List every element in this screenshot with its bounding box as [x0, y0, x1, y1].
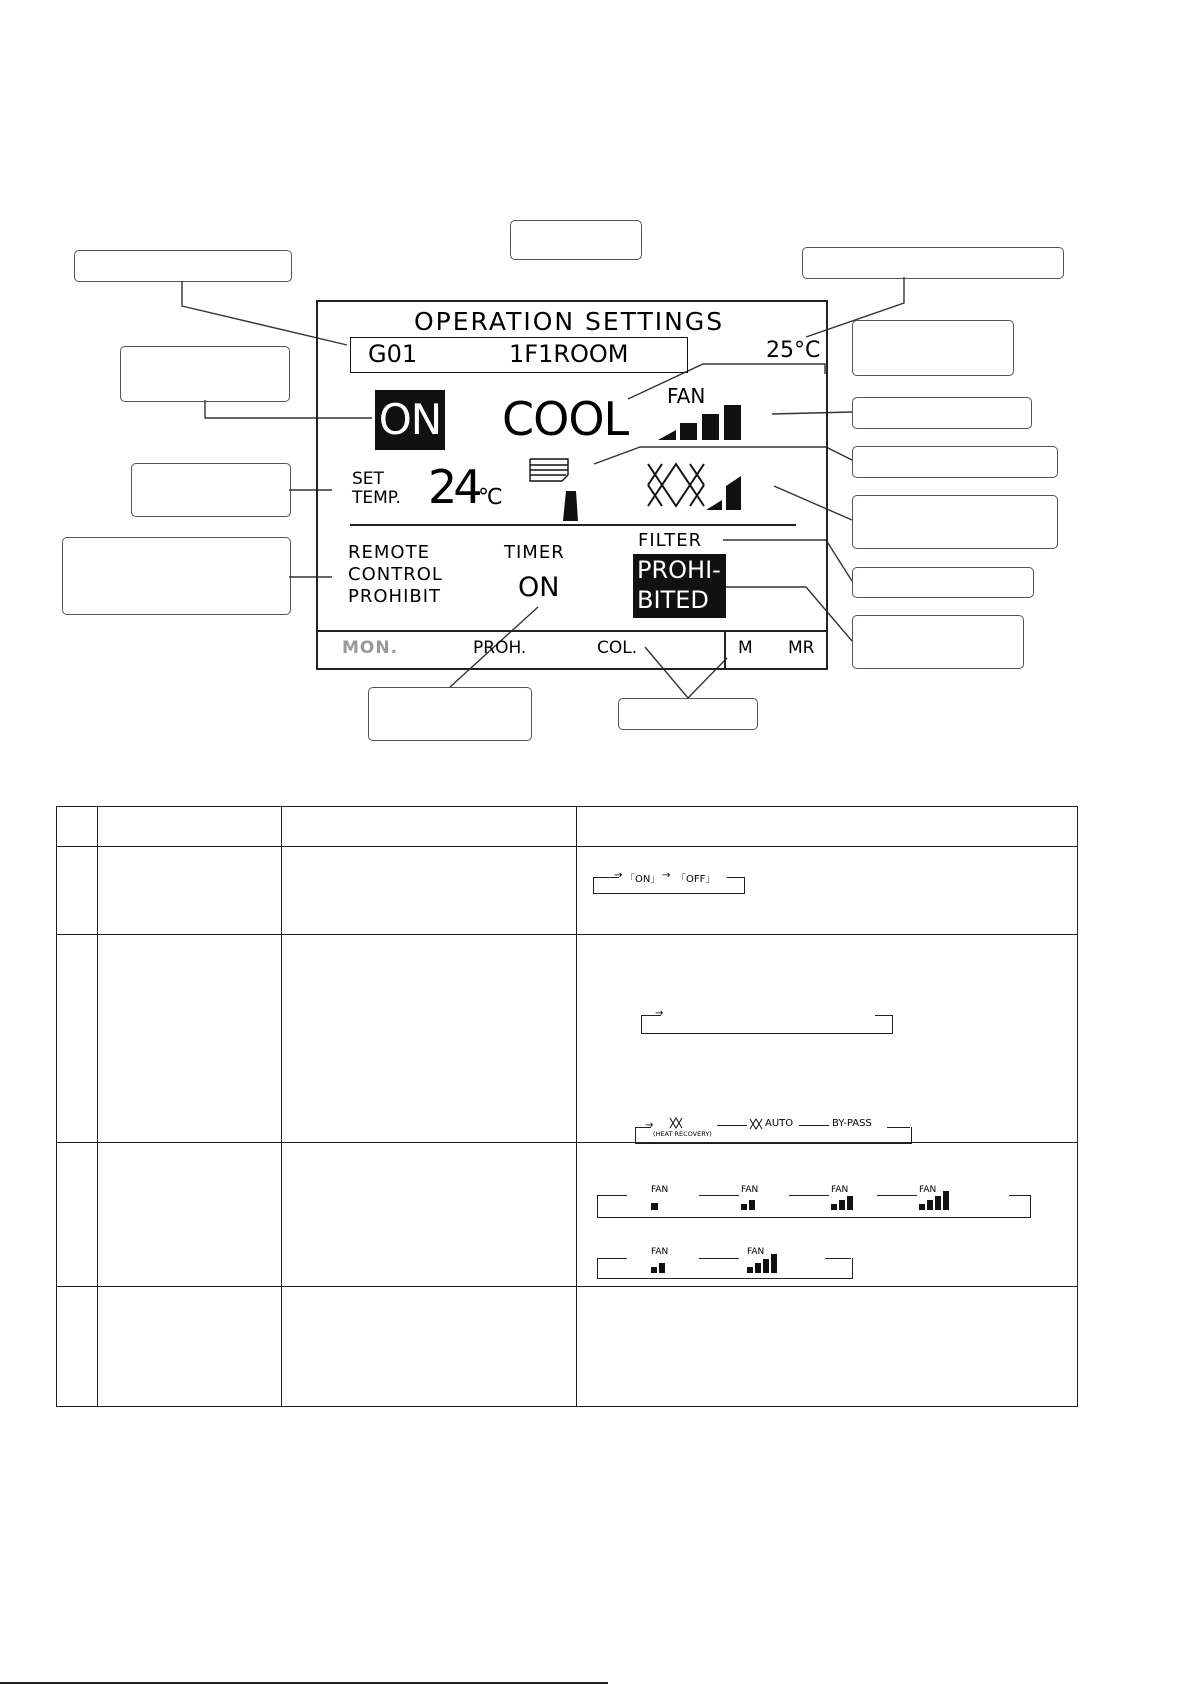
footer-top-border [318, 630, 826, 632]
vent-arrow-line [887, 1127, 910, 1128]
fan2-cycle-top-left [597, 1258, 627, 1259]
remote-label-3: PROHIBIT [348, 586, 442, 607]
ventilation-icon [646, 460, 706, 510]
vent-auto-label: AUTO [765, 1118, 794, 1129]
table-cell [57, 847, 98, 935]
vent-bypass-label: BY-PASS [832, 1118, 872, 1129]
vent-arrow-line [799, 1125, 829, 1126]
remote-label-1: REMOTE [348, 542, 430, 563]
louver-icon [528, 457, 578, 523]
fan-speed-label: FAN [831, 1185, 849, 1195]
fan-speed-3-icon [847, 1196, 853, 1210]
screen-title: OPERATION SETTINGS [414, 307, 725, 336]
table-cell [57, 1287, 98, 1407]
filter-label: FILTER [638, 530, 703, 551]
fan-arrow-line [699, 1258, 739, 1259]
mode-cycle-bracket [641, 1015, 893, 1034]
cycle-on-value: 「ON」 [625, 874, 661, 885]
table-cell [282, 1287, 577, 1407]
room-name: 1F1ROOM [509, 340, 629, 368]
fan-speed-4-icon [771, 1254, 777, 1273]
bottom-rule [0, 1682, 608, 1684]
cycle-arrow-icon: → [662, 870, 671, 881]
fan-speed-label: FAN [747, 1247, 765, 1257]
fan-speed-4-icon [935, 1196, 941, 1210]
fan-arrow-line [699, 1195, 739, 1196]
set-temperature: 24 [428, 460, 479, 514]
prohibited-badge [633, 554, 726, 618]
table-cell [98, 1143, 282, 1287]
set-temp-unit: ℃ [478, 485, 503, 510]
table-cell [98, 1287, 282, 1407]
mode-cycle-top-right [875, 1015, 892, 1016]
vent-arrow-line [717, 1125, 747, 1126]
power-status: ON [375, 390, 445, 450]
table-cell [57, 935, 98, 1143]
table-cell [98, 847, 282, 935]
ventilation-speed-icon [706, 470, 750, 510]
fan-speed-label: FAN [651, 1247, 669, 1257]
prohibited-line-1: PROHI- [637, 556, 721, 584]
table-cell [57, 807, 98, 847]
timer-label: TIMER [504, 542, 565, 563]
fan-speed-3-icon [831, 1204, 837, 1210]
table-cell [282, 935, 577, 1143]
prohibited-line-2: BITED [637, 586, 709, 614]
table-cell [282, 847, 577, 935]
fan-speed-label: FAN [741, 1185, 759, 1195]
settings-table [56, 806, 1078, 1407]
ventilation-icon [749, 1118, 763, 1130]
fan4-cycle-top-left [597, 1195, 627, 1196]
room-temperature: 25°C [766, 338, 821, 363]
cycle-arrow-icon: → [645, 1120, 654, 1131]
table-cell [577, 1287, 1078, 1407]
table-cell [577, 847, 1078, 935]
timer-value: ON [518, 572, 560, 603]
footer-mr: MR [788, 638, 815, 658]
fan-speed-label: FAN [919, 1185, 937, 1195]
table-row [57, 1287, 1078, 1407]
footer-divider [724, 630, 726, 668]
fan-speed-4-icon [943, 1191, 949, 1210]
fan-arrow-line [789, 1195, 829, 1196]
fan-speed-4-icon [755, 1263, 761, 1273]
fan-speed-4-icon [927, 1200, 933, 1210]
table-cell [282, 807, 577, 847]
fan-speed-3-icon [839, 1200, 845, 1210]
table-cell [577, 807, 1078, 847]
set-temp-label-2: TEMP. [352, 488, 401, 508]
fan-speed-4-icon [763, 1259, 769, 1273]
fan2-cycle-bracket [597, 1258, 853, 1279]
cycle-off-value: 「OFF」 [676, 874, 716, 885]
table-row [57, 847, 1078, 935]
fan-arrow-line [877, 1195, 917, 1196]
footer-m: M [738, 638, 753, 658]
table-cell [57, 1143, 98, 1287]
fan-arrow-line [825, 1258, 851, 1259]
footer-proh: PROH. [473, 638, 527, 658]
cycle-arrow-icon: → [614, 870, 623, 881]
ventilation-icon [669, 1117, 683, 1129]
fan-speed-label: FAN [651, 1185, 669, 1195]
vent-heat-recovery-label: (HEAT RECOVERY) [653, 1130, 712, 1138]
table-header-row [57, 807, 1078, 847]
operation-settings-screen [316, 300, 828, 670]
fan-speed-2-icon [651, 1267, 657, 1273]
fan-label: FAN [667, 384, 706, 408]
fan-speed-2-icon [659, 1263, 665, 1273]
fan4-cycle-top-right [1009, 1195, 1030, 1196]
fan-speed-4-icon [747, 1267, 753, 1273]
table-row [57, 1143, 1078, 1287]
fan-speed-2-icon [749, 1200, 755, 1210]
fan-speed-2-icon [741, 1204, 747, 1210]
table-cell [98, 807, 282, 847]
operation-mode: COOL [502, 392, 629, 446]
remote-label-2: CONTROL [348, 564, 443, 585]
table-row [57, 935, 1078, 1143]
footer-mon: MON. [342, 638, 399, 658]
group-id: G01 [368, 340, 418, 368]
fan-speed-1-icon [651, 1203, 658, 1210]
table-cell [98, 935, 282, 1143]
screen-divider [350, 524, 796, 526]
table-cell [282, 1143, 577, 1287]
fan-speed-icon [658, 392, 758, 440]
table-cell [577, 935, 1078, 1143]
cycle-arrow-icon: → [655, 1008, 664, 1019]
set-temp-label-1: SET [352, 469, 384, 489]
fan-speed-4-icon [919, 1204, 925, 1210]
table-cell [577, 1143, 1078, 1287]
footer-col: COL. [597, 638, 638, 658]
fan4-cycle-bracket [597, 1195, 1031, 1218]
on-off-cycle-top-line-right [727, 877, 744, 878]
